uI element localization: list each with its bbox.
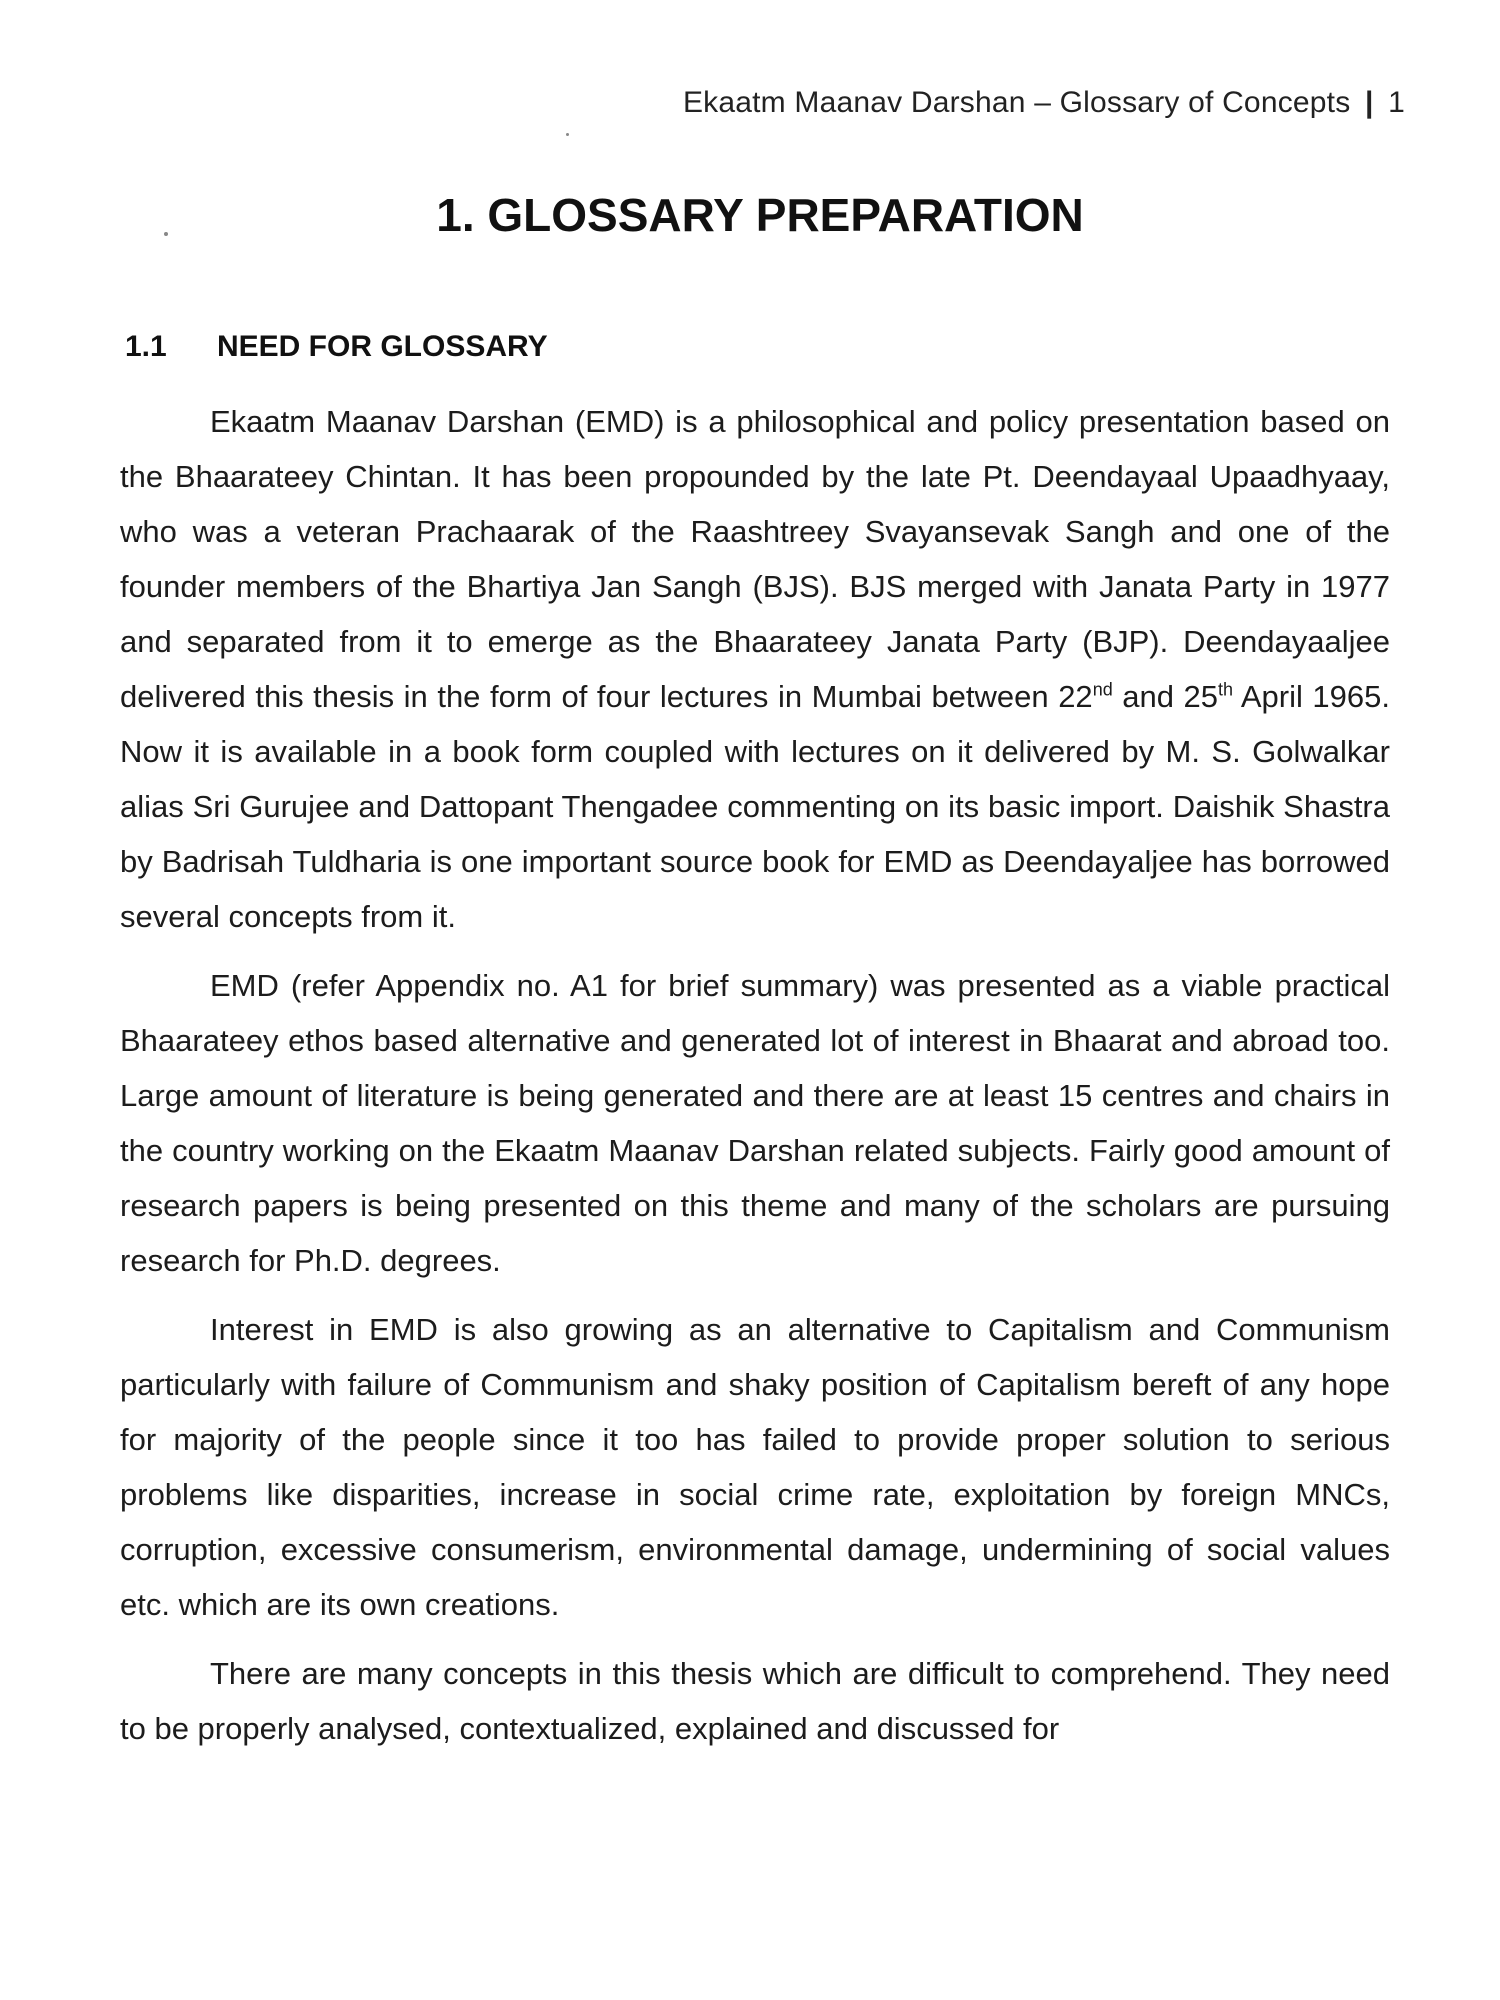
paragraph-1-part-a: Ekaatm Maanav Darshan (EMD) is a philosophical and policy presentation based on the Bhaarateey Chintan. It has been propounded by the late Pt. Deendayaal Upaadhyaay, who was a veteran Prachaarak of the Raashtreey Svayansevak Sangh and one of the founder members of the Bhartiya Jan Sangh (BJS). BJS merged with Janata Party in 1977 and separated from it to emerge as the Bhaarateey Janata Party (BJP). Deendayaaljee delivered this thesis in the form of four lectures in Mumbai between 22 (120, 404, 1390, 714)
paragraph-1-part-c: April 1965. Now it is available in a book form coupled with lectures on it delivered by M. S. Golwalkar alias Sri Gurujee and Dattopant Thengadee commenting on its basic import. Daishik Shastra by Badrisah Tuldharia is one important source book for EMD as Deendayaljee has borrowed several concepts from it. (120, 679, 1391, 934)
paragraph-1 (120, 394, 1390, 944)
paragraph-2: EMD (refer Appendix no. A1 for brief summary) was presented as a viable practical Bhaarateey ethos based alternative and generated lot of interest in Bhaarat and abroad too. Large amount of literature is being generated and there are at least 15 centres and chairs in the country working on the Ekaatm Maanav Darshan related subjects. Fairly good amount of research papers is being presented on this theme and many of the scholars are pursuing research for Ph.D. degrees. (120, 968, 1390, 1278)
section-title: NEED FOR GLOSSARY (217, 330, 548, 363)
running-header (683, 86, 1405, 120)
superscript-nd: nd (1092, 679, 1113, 700)
paragraph-3: Interest in EMD is also growing as an alternative to Capitalism and Communism particularly with failure of Communism and shaky position of Capitalism bereft of any hope for majority of the people since it too has failed to provide proper solution to serious problems like disparities, increase in social crime rate, exploitation by foreign MNCs, corruption, excessive consumerism, environmental damage, undermining of social values etc. which are its own creations. (120, 1312, 1390, 1622)
section-heading (125, 330, 548, 364)
running-title: Ekaatm Maanav Darshan – Glossary of Concepts (682, 86, 1351, 119)
paragraph-1-part-b: and 25 (1112, 679, 1219, 714)
scan-speck (566, 133, 569, 136)
section-number: 1.1 (125, 330, 167, 363)
superscript-th: th (1218, 679, 1234, 700)
header-separator: | (1364, 86, 1374, 119)
body-text (120, 394, 1390, 1770)
chapter-title: 1. GLOSSARY PREPARATION (436, 189, 1084, 241)
page-number: 1 (1388, 86, 1405, 119)
paragraph-4: There are many concepts in this thesis which are difficult to comprehend. They need to be properly analysed, contextualized, explained and discussed for (120, 1656, 1390, 1746)
